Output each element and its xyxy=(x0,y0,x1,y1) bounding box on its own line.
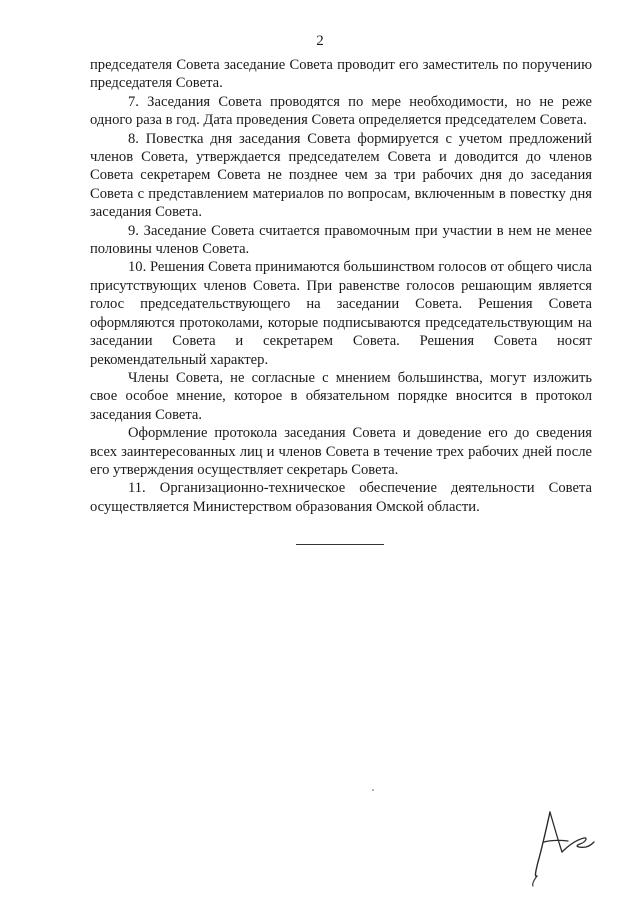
paragraph-item-9: 9. Заседание Совета считается правомочным при участии в нем не менее половины членов Совета. xyxy=(90,222,592,258)
scan-speck xyxy=(372,789,374,791)
paragraph-continuation: председателя Совета заседание Совета проводит его заместитель по поручению председателя Совета. xyxy=(90,57,592,92)
handwritten-signature xyxy=(528,790,598,890)
paragraph-item-7: 7. Заседания Совета проводятся по мере необходимости, но не реже одного раза в год. Дата проведения Совета определяется председателем Совета. xyxy=(90,93,592,129)
document-body xyxy=(90,56,592,516)
end-separator-line xyxy=(296,544,384,545)
paragraph-item-8: 8. Повестка дня заседания Совета формируется с учетом предложений членов Совета, утверждается председателем Совета и доводится до членов Совета секретарем Совета не позднее чем за три рабочих дня до заседания Совета с представлением материалов по вопросам, включенным в повестку дня заседания Совета. xyxy=(90,130,592,221)
paragraph-item-10-dissent: Члены Совета, не согласные с мнением большинства, могут изложить свое особое мнение, которое в обязательном порядке вносится в протокол заседания Совета. xyxy=(90,369,592,423)
paragraph-item-10: 10. Решения Совета принимаются большинством голосов от общего числа присутствующих членов Совета. При равенстве голосов решающим является голос председательствующего на заседании Совета. Решения Совета оформляются протоколами, которые подписываются председательствующим на заседании Совета и секретарем Совета. Решения Совета носят рекомендательный характер. xyxy=(90,259,592,368)
page-number: 2 xyxy=(316,33,324,49)
paragraph-item-10-protocol: Оформление протокола заседания Совета и доведение его до сведения всех заинтересованных лиц и членов Совета в течение трех рабочих дней после его утверждения осуществляет секретарь Совета. xyxy=(90,425,592,478)
paragraph-item-11: 11. Организационно-техническое обеспечение деятельности Совета осуществляется Министерством образования Омской области. xyxy=(90,480,592,515)
